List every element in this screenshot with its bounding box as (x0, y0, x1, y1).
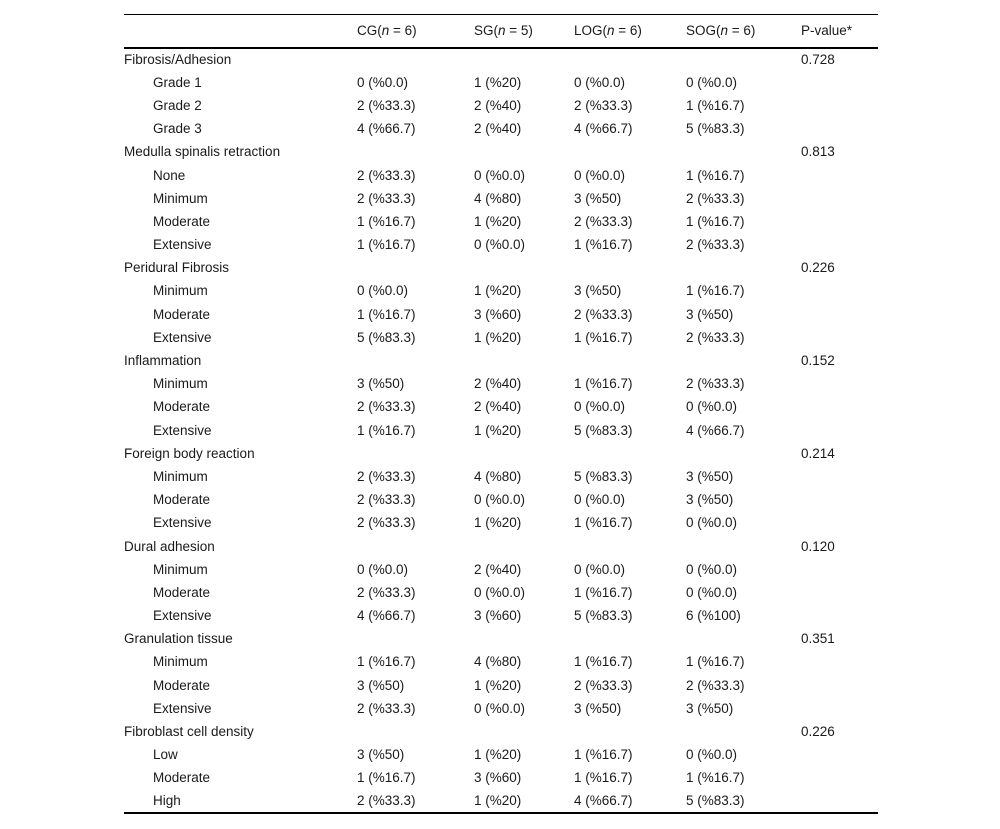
row-label: Low (153, 747, 178, 763)
empty-cell (686, 720, 801, 743)
row-label: Moderate (153, 306, 211, 322)
cell-value: 5 (%83.3) (574, 422, 633, 438)
cell-value: 1 (%16.7) (686, 167, 745, 183)
cell-value: 1 (%16.7) (574, 770, 633, 786)
column-header-text: SOG( (686, 23, 721, 39)
table-row (124, 187, 878, 210)
cell-value: 0 (%0.0) (574, 561, 626, 577)
empty-cell (574, 48, 686, 71)
cell-value: 2 (%40) (474, 121, 522, 137)
cell-value: 2 (%40) (474, 97, 522, 113)
cell-value: 1 (%16.7) (357, 422, 416, 438)
cell-value: 2 (%33.3) (357, 515, 416, 531)
cell-value: 2 (%33.3) (574, 306, 633, 322)
empty-p-cell (801, 187, 878, 210)
cell-value: 1 (%16.7) (574, 376, 633, 392)
table-row (124, 210, 878, 233)
cell-value: 4 (%66.7) (686, 422, 745, 438)
cell-value: 2 (%33.3) (686, 677, 745, 693)
empty-cell (686, 48, 801, 71)
section-label: Foreign body reaction (124, 445, 255, 461)
row-label: High (153, 793, 181, 809)
column-header-text: = 5) (505, 23, 533, 39)
cell-value: 2 (%33.3) (357, 97, 416, 113)
table-row (124, 766, 878, 789)
row-label: Moderate (153, 770, 211, 786)
empty-p-cell (801, 71, 878, 94)
empty-p-cell (801, 372, 878, 395)
p-value: 0.214 (801, 445, 835, 461)
section-row (124, 256, 878, 279)
empty-p-cell (801, 210, 878, 233)
p-value: 0.120 (801, 538, 835, 554)
cell-value: 4 (%66.7) (357, 608, 416, 624)
empty-cell (474, 720, 574, 743)
cell-value: 3 (%50) (686, 306, 734, 322)
cell-value: 2 (%33.3) (357, 700, 416, 716)
cell-value: 1 (%20) (474, 677, 522, 693)
table-row (124, 581, 878, 604)
empty-cell (357, 140, 474, 163)
cell-value: 0 (%0.0) (474, 237, 526, 253)
header-cell-empty (124, 15, 357, 48)
cell-value: 1 (%20) (474, 515, 522, 531)
cell-value: 1 (%16.7) (574, 584, 633, 600)
row-label: Extensive (153, 515, 212, 531)
cell-value: 0 (%0.0) (574, 399, 626, 415)
cell-value: 2 (%33.3) (686, 190, 745, 206)
row-label: Minimum (153, 283, 208, 299)
cell-value: 0 (%0.0) (574, 492, 626, 508)
column-header (357, 15, 474, 48)
empty-cell (357, 442, 474, 465)
cell-value: 2 (%33.3) (574, 97, 633, 113)
row-label: Minimum (153, 468, 208, 484)
column-header-n-italic: n (720, 23, 729, 39)
cell-value: 4 (%66.7) (357, 121, 416, 137)
cell-value: 1 (%16.7) (686, 283, 745, 299)
cell-value: 6 (%100) (686, 608, 741, 624)
table-row (124, 233, 878, 256)
section-row (124, 140, 878, 163)
cell-value: 2 (%33.3) (357, 190, 416, 206)
cell-value: 1 (%16.7) (574, 237, 633, 253)
cell-value: 0 (%0.0) (357, 74, 409, 90)
cell-value: 2 (%33.3) (686, 329, 745, 345)
section-row (124, 48, 878, 71)
row-label: None (153, 167, 186, 183)
section-row (124, 627, 878, 650)
cell-value: 1 (%16.7) (574, 654, 633, 670)
cell-value: 5 (%83.3) (686, 793, 745, 809)
section-row (124, 442, 878, 465)
cell-value: 1 (%20) (474, 283, 522, 299)
row-label: Extensive (153, 329, 212, 345)
table-row (124, 488, 878, 511)
cell-value: 1 (%16.7) (686, 97, 745, 113)
cell-value: 3 (%50) (686, 492, 734, 508)
empty-p-cell (801, 279, 878, 302)
cell-value: 2 (%33.3) (357, 399, 416, 415)
cell-value: 0 (%0.0) (574, 167, 626, 183)
table-row (124, 326, 878, 349)
cell-value: 1 (%16.7) (686, 654, 745, 670)
table-row (124, 604, 878, 627)
column-header-text: LOG( (574, 23, 608, 39)
column-header-text: = 6) (389, 23, 417, 39)
section-row (124, 720, 878, 743)
column-header-n-italic: n (607, 23, 615, 39)
row-label: Extensive (153, 700, 212, 716)
cell-value: 2 (%33.3) (574, 213, 633, 229)
empty-p-cell (801, 395, 878, 418)
cell-value: 1 (%16.7) (574, 747, 633, 763)
cell-value: 0 (%0.0) (574, 74, 626, 90)
cell-value: 1 (%16.7) (357, 306, 416, 322)
cell-value: 1 (%20) (474, 422, 522, 438)
row-label: Extensive (153, 608, 212, 624)
row-label: Grade 2 (153, 97, 202, 113)
row-label: Moderate (153, 213, 211, 229)
column-header (686, 15, 801, 48)
empty-cell (574, 256, 686, 279)
table-header-row (124, 15, 878, 48)
table-row (124, 117, 878, 140)
cell-value: 1 (%20) (474, 747, 522, 763)
table-row (124, 674, 878, 697)
p-value: 0.813 (801, 144, 835, 160)
cell-value: 2 (%33.3) (357, 793, 416, 809)
empty-cell (357, 256, 474, 279)
column-header-n-italic: n (381, 23, 390, 39)
empty-p-cell (801, 697, 878, 720)
empty-cell (357, 720, 474, 743)
cell-value: 1 (%20) (474, 329, 522, 345)
cell-value: 2 (%33.3) (574, 677, 633, 693)
histology-grading-table (124, 14, 878, 814)
section-label: Inflammation (124, 353, 202, 369)
row-label: Moderate (153, 492, 211, 508)
table-row (124, 395, 878, 418)
table-row (124, 558, 878, 581)
section-label: Fibrosis/Adhesion (124, 52, 232, 68)
empty-cell (357, 48, 474, 71)
cell-value: 3 (%60) (474, 608, 522, 624)
table-row (124, 71, 878, 94)
table-row (124, 511, 878, 534)
empty-cell (686, 140, 801, 163)
empty-cell (686, 627, 801, 650)
empty-p-cell (801, 233, 878, 256)
empty-p-cell (801, 743, 878, 766)
empty-cell (686, 256, 801, 279)
cell-value: 2 (%33.3) (357, 167, 416, 183)
empty-p-cell (801, 488, 878, 511)
cell-value: 1 (%16.7) (574, 515, 633, 531)
empty-p-cell (801, 604, 878, 627)
cell-value: 2 (%33.3) (357, 584, 416, 600)
p-value: 0.351 (801, 631, 835, 647)
table-row (124, 650, 878, 673)
table-row (124, 303, 878, 326)
cell-value: 0 (%0.0) (474, 492, 526, 508)
cell-value: 0 (%0.0) (357, 283, 409, 299)
empty-cell (574, 442, 686, 465)
cell-value: 5 (%83.3) (574, 608, 633, 624)
empty-cell (474, 534, 574, 557)
empty-cell (574, 140, 686, 163)
section-row (124, 534, 878, 557)
empty-cell (574, 627, 686, 650)
empty-cell (357, 627, 474, 650)
cell-value: 0 (%0.0) (686, 584, 738, 600)
cell-value: 4 (%80) (474, 190, 522, 206)
table-row (124, 163, 878, 186)
row-label: Moderate (153, 677, 211, 693)
cell-value: 3 (%50) (357, 376, 405, 392)
cell-value: 0 (%0.0) (686, 515, 738, 531)
row-label: Grade 3 (153, 121, 202, 137)
cell-value: 3 (%60) (474, 306, 522, 322)
cell-value: 0 (%0.0) (686, 399, 738, 415)
cell-value: 1 (%20) (474, 213, 522, 229)
empty-p-cell (801, 94, 878, 117)
empty-cell (686, 442, 801, 465)
section-label: Peridural Fibrosis (124, 260, 230, 276)
table-row (124, 372, 878, 395)
p-value: 0.152 (801, 353, 835, 369)
empty-cell (574, 534, 686, 557)
cell-value: 5 (%83.3) (574, 468, 633, 484)
empty-cell (686, 349, 801, 372)
cell-value: 4 (%66.7) (574, 121, 633, 137)
row-label: Grade 1 (153, 74, 202, 90)
cell-value: 3 (%50) (574, 190, 622, 206)
empty-cell (474, 140, 574, 163)
cell-value: 4 (%80) (474, 654, 522, 670)
empty-p-cell (801, 790, 878, 813)
empty-cell (686, 534, 801, 557)
empty-p-cell (801, 326, 878, 349)
cell-value: 2 (%33.3) (686, 237, 745, 253)
cell-value: 5 (%83.3) (686, 121, 745, 137)
cell-value: 3 (%50) (357, 677, 405, 693)
table-row (124, 94, 878, 117)
section-label: Fibroblast cell density (124, 724, 254, 740)
p-value: 0.728 (801, 52, 835, 68)
row-label: Extensive (153, 237, 212, 253)
cell-value: 2 (%40) (474, 561, 522, 577)
empty-p-cell (801, 465, 878, 488)
cell-value: 3 (%50) (686, 700, 734, 716)
cell-value: 3 (%60) (474, 770, 522, 786)
cell-value: 4 (%66.7) (574, 793, 633, 809)
cell-value: 0 (%0.0) (686, 747, 738, 763)
row-label: Minimum (153, 190, 208, 206)
cell-value: 0 (%0.0) (686, 74, 738, 90)
empty-p-cell (801, 303, 878, 326)
empty-p-cell (801, 117, 878, 140)
cell-value: 1 (%16.7) (357, 770, 416, 786)
row-label: Moderate (153, 584, 211, 600)
empty-p-cell (801, 511, 878, 534)
section-label: Granulation tissue (124, 631, 233, 647)
cell-value: 0 (%0.0) (474, 584, 526, 600)
section-row (124, 349, 878, 372)
column-header (574, 15, 686, 48)
table-body (124, 48, 878, 813)
empty-p-cell (801, 558, 878, 581)
cell-value: 2 (%33.3) (357, 468, 416, 484)
empty-cell (474, 349, 574, 372)
column-header-text: = 6) (728, 23, 756, 39)
column-header (801, 15, 878, 48)
empty-cell (574, 720, 686, 743)
cell-value: 2 (%33.3) (357, 492, 416, 508)
empty-p-cell (801, 650, 878, 673)
table-row (124, 697, 878, 720)
cell-value: 1 (%20) (474, 793, 522, 809)
empty-cell (474, 48, 574, 71)
column-header-n-italic: n (498, 23, 506, 39)
empty-p-cell (801, 674, 878, 697)
cell-value: 3 (%50) (574, 700, 622, 716)
table-row (124, 419, 878, 442)
row-label: Minimum (153, 376, 208, 392)
row-label: Minimum (153, 654, 208, 670)
cell-value: 3 (%50) (357, 747, 405, 763)
row-label: Extensive (153, 422, 212, 438)
cell-value: 1 (%16.7) (357, 213, 416, 229)
p-value: 0.226 (801, 724, 835, 740)
row-label: Minimum (153, 561, 208, 577)
cell-value: 0 (%0.0) (474, 700, 526, 716)
empty-cell (574, 349, 686, 372)
cell-value: 1 (%16.7) (574, 329, 633, 345)
empty-cell (474, 256, 574, 279)
table-row (124, 743, 878, 766)
cell-value: 0 (%0.0) (474, 167, 526, 183)
empty-p-cell (801, 581, 878, 604)
empty-p-cell (801, 163, 878, 186)
cell-value: 1 (%16.7) (357, 654, 416, 670)
cell-value: 1 (%20) (474, 74, 522, 90)
cell-value: 4 (%80) (474, 468, 522, 484)
column-header (474, 15, 574, 48)
empty-cell (474, 627, 574, 650)
table-row (124, 790, 878, 813)
cell-value: 2 (%40) (474, 376, 522, 392)
cell-value: 1 (%16.7) (686, 213, 745, 229)
empty-p-cell (801, 419, 878, 442)
column-header-text: CG( (357, 23, 382, 39)
cell-value: 3 (%50) (686, 468, 734, 484)
cell-value: 2 (%33.3) (686, 376, 745, 392)
cell-value: 1 (%16.7) (357, 237, 416, 253)
cell-value: 0 (%0.0) (686, 561, 738, 577)
empty-p-cell (801, 766, 878, 789)
empty-cell (357, 534, 474, 557)
cell-value: 1 (%16.7) (686, 770, 745, 786)
section-label: Medulla spinalis retraction (124, 144, 281, 160)
column-header-text: SG( (474, 23, 499, 39)
section-label: Dural adhesion (124, 538, 215, 554)
cell-value: 5 (%83.3) (357, 329, 416, 345)
cell-value: 0 (%0.0) (357, 561, 409, 577)
table-container (124, 14, 878, 814)
cell-value: 2 (%40) (474, 399, 522, 415)
empty-cell (357, 349, 474, 372)
table-row (124, 465, 878, 488)
column-header-text: = 6) (614, 23, 642, 39)
row-label: Moderate (153, 399, 211, 415)
table-row (124, 279, 878, 302)
column-header-text: P-value* (801, 23, 853, 39)
p-value: 0.226 (801, 260, 835, 276)
cell-value: 3 (%50) (574, 283, 622, 299)
empty-cell (474, 442, 574, 465)
